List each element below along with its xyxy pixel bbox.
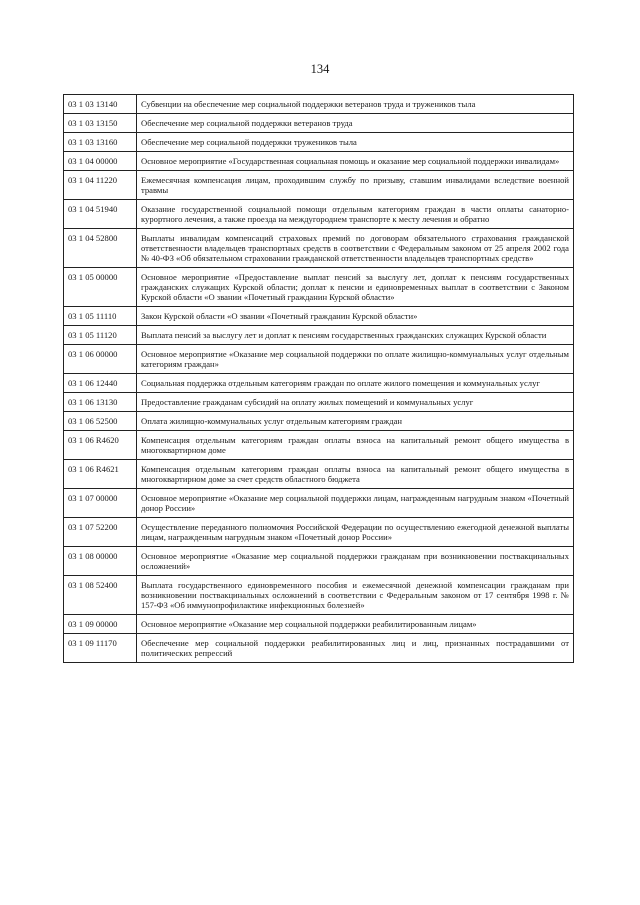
classification-code: 03 1 06 R4620 [64, 431, 137, 460]
table-row [64, 345, 574, 374]
code-description: Предоставление гражданам субсидий на оплату жилых помещений и коммунальных услуг [137, 393, 574, 412]
table-row [64, 412, 574, 431]
classification-code: 03 1 05 11120 [64, 326, 137, 345]
table-row [64, 114, 574, 133]
classification-code: 03 1 07 00000 [64, 489, 137, 518]
classification-code: 03 1 08 52400 [64, 576, 137, 615]
table-row [64, 374, 574, 393]
code-description: Выплата пенсий за выслугу лет и доплат к пенсиям государственных гражданских служащих Курской области [137, 326, 574, 345]
table-body [64, 95, 574, 663]
classification-code: 03 1 04 00000 [64, 152, 137, 171]
code-description: Основное мероприятие «Оказание мер социальной поддержки гражданам при возникновении поствакцинальных осложнений» [137, 547, 574, 576]
classification-code: 03 1 06 00000 [64, 345, 137, 374]
table-row [64, 615, 574, 634]
classification-code: 03 1 03 13140 [64, 95, 137, 114]
table-row [64, 634, 574, 663]
code-description: Компенсация отдельным категориям граждан оплаты взноса на капитальный ремонт общего имущества в многоквартирном доме [137, 431, 574, 460]
classification-code: 03 1 03 13150 [64, 114, 137, 133]
code-description: Основное мероприятие «Оказание мер социальной поддержки лицам, награжденным нагрудным знаком «Почетный донор России» [137, 489, 574, 518]
classification-code: 03 1 05 00000 [64, 268, 137, 307]
classification-code: 03 1 06 12440 [64, 374, 137, 393]
table-row [64, 152, 574, 171]
code-description: Оказание государственной социальной помощи отдельным категориям граждан в части оплаты санаторно-курортного лечения, а также проезда на междугороднем транспорте к месту лечения и обратно [137, 200, 574, 229]
table-row [64, 133, 574, 152]
classification-code: 03 1 06 52500 [64, 412, 137, 431]
code-description: Основное мероприятие «Предоставление выплат пенсий за выслугу лет, доплат к пенсиям государственных гражданских служащих Курской области; доплат к пенсии и единовременных выплат в соответствии с Законом Курской области «О звании «Почетный гражданин Курской области» [137, 268, 574, 307]
table-row [64, 576, 574, 615]
classification-code: 03 1 06 R4621 [64, 460, 137, 489]
table-row [64, 393, 574, 412]
code-description: Обеспечение мер социальной поддержки тружеников тыла [137, 133, 574, 152]
table-row [64, 326, 574, 345]
code-description: Выплата государственного единовременного пособия и ежемесячной денежной компенсации гражданам при возникновении поствакцинальных осложнений в соответствии с Федеральным законом от 17 сентября 1998 г. № 157-ФЗ «Об иммунопрофилактике инфекционных болезней» [137, 576, 574, 615]
code-description: Осуществление переданного полномочия Российской Федерации по осуществлению ежегодной денежной выплаты лицам, награжденным нагрудным знаком «Почетный донор России» [137, 518, 574, 547]
classification-code: 03 1 05 11110 [64, 307, 137, 326]
page-number: 134 [310, 62, 330, 76]
table-row [64, 95, 574, 114]
classification-code: 03 1 04 51940 [64, 200, 137, 229]
code-description: Обеспечение мер социальной поддержки ветеранов труда [137, 114, 574, 133]
code-description: Ежемесячная компенсация лицам, проходившим службу по призыву, ставшим инвалидами вследствие военной травмы [137, 171, 574, 200]
code-description: Социальная поддержка отдельным категориям граждан по оплате жилого помещения и коммунальных услуг [137, 374, 574, 393]
classification-code: 03 1 04 11220 [64, 171, 137, 200]
classification-code: 03 1 09 11170 [64, 634, 137, 663]
table-row [64, 171, 574, 200]
table-row [64, 307, 574, 326]
code-description: Обеспечение мер социальной поддержки реабилитированных лиц и лиц, признанных пострадавшими от политических репрессий [137, 634, 574, 663]
table-row [64, 518, 574, 547]
table-row [64, 460, 574, 489]
table-row [64, 489, 574, 518]
table-row [64, 268, 574, 307]
code-description: Выплаты инвалидам компенсаций страховых премий по договорам обязательного страхования гражданской ответственности владельцев транспортных средств в соответствии с Федеральным законом от 25 апреля 2002 года № 40-ФЗ «Об обязательном страховании гражданской ответственности владельцев транспортных средств» [137, 229, 574, 268]
table-row [64, 229, 574, 268]
classification-code: 03 1 09 00000 [64, 615, 137, 634]
code-description: Закон Курской области «О звании «Почетный гражданин Курской области» [137, 307, 574, 326]
code-description: Субвенции на обеспечение мер социальной поддержки ветеранов труда и тружеников тыла [137, 95, 574, 114]
code-description: Основное мероприятие «Оказание мер социальной поддержки по оплате жилищно-коммунальных услуг отдельным категориям граждан» [137, 345, 574, 374]
code-description: Оплата жилищно-коммунальных услуг отдельным категориям граждан [137, 412, 574, 431]
classification-code: 03 1 07 52200 [64, 518, 137, 547]
table-row [64, 547, 574, 576]
table-row [64, 431, 574, 460]
budget-codes-table [63, 94, 574, 663]
code-description: Основное мероприятие «Оказание мер социальной поддержки реабилитированным лицам» [137, 615, 574, 634]
classification-code: 03 1 08 00000 [64, 547, 137, 576]
classification-code: 03 1 06 13130 [64, 393, 137, 412]
table-row [64, 200, 574, 229]
code-description: Основное мероприятие «Государственная социальная помощь и оказание мер социальной поддержки инвалидам» [137, 152, 574, 171]
code-description: Компенсация отдельным категориям граждан оплаты взноса на капитальный ремонт общего имущества в многоквартирном доме за счет средств областного бюджета [137, 460, 574, 489]
classification-code: 03 1 03 13160 [64, 133, 137, 152]
classification-code: 03 1 04 52800 [64, 229, 137, 268]
